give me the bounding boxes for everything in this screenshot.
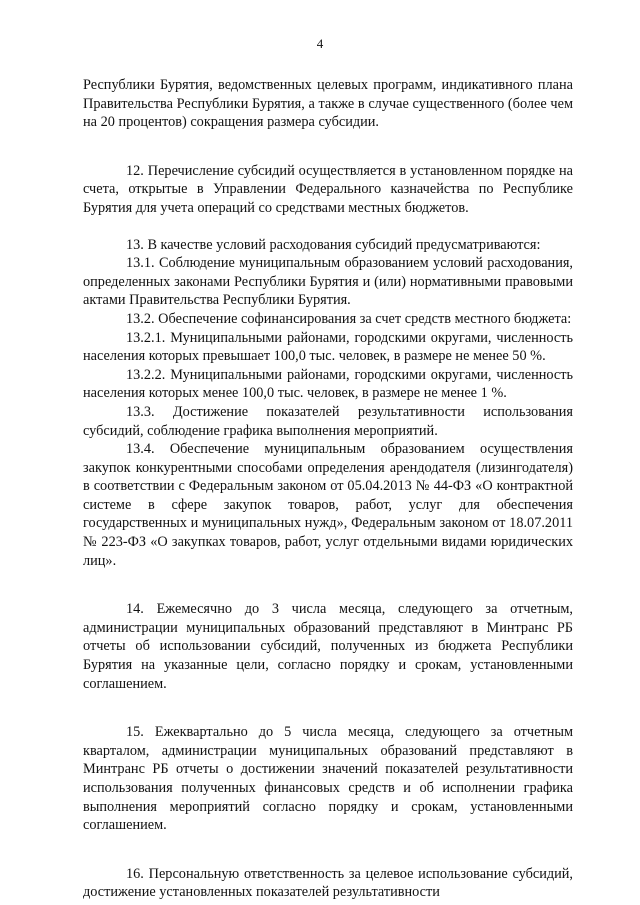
paragraph-15: 15. Ежеквартально до 5 числа месяца, следующего за отчетным кварталом, администрации муниципальных образований представляют в Минтранс РБ отчеты о достижении значений показателей результативности использования полученных финансовых средств и об исполнении графика выполнения мероприятий согласно порядку и срокам, установленными соглашением.: [83, 724, 573, 834]
paragraph-16: 16. Персональную ответственность за целевое использование субсидий, достижение установленных показателей результативности: [83, 865, 573, 901]
paragraph-continuation: Республики Бурятия, ведомственных целевых программ, индикативного плана Правительства Республики Бурятия, а также в случае существенного (более чем на 20 процентов) сокращения размера субсидии.: [83, 77, 573, 131]
paragraph-13: 13. В качестве условий расходования субсидий предусматриваются:: [126, 236, 541, 253]
document-body: [83, 76, 573, 902]
paragraph-14: 14. Ежемесячно до 3 числа месяца, следующего за отчетным, администрации муниципальных образований представляют в Минтранс РБ отчеты об использовании субсидий, полученных из бюджета Республики Бурятия на указанные цели, согласно порядку и срокам, установленными соглашением.: [83, 601, 573, 692]
paragraph-13-2-1: 13.2.1. Муниципальными районами, городскими округами, численность населения которых превышает 100,0 тыс. человек, в размере не менее 50 %.: [83, 329, 573, 365]
paragraph-13-4: 13.4. Обеспечение муниципальным образованием осуществления закупок конкурентными способами определения арендодателя (лизингодателя) в соответствии с Федеральным законом от 05.04.2013 № 44-ФЗ «О контрактной системе в сфере закупок товаров, работ, услуг для обеспечения государственных и муниципальных нужд», Федеральным законом от 18.07.2011 № 223-ФЗ «О закупках товаров, работ, услуг отдельными видами юридических лиц».: [83, 441, 573, 569]
paragraph-13-1: 13.1. Соблюдение муниципальным образованием условий расходования, определенных законами Республики Бурятия и (или) нормативными правовыми актами Правительства Республики Бурятия.: [83, 255, 573, 309]
paragraph-13-2: 13.2. Обеспечение софинансирования за счет средств местного бюджета:: [126, 310, 572, 327]
paragraph-13-3: 13.3. Достижение показателей результативности использования субсидий, соблюдение графика выполнения мероприятий.: [83, 403, 573, 439]
page-number: 4: [316, 36, 324, 51]
paragraph-13-2-2: 13.2.2. Муниципальными районами, городскими округами, численность населения которых менее 100,0 тыс. человек, в размере не менее 1 %.: [83, 366, 573, 402]
paragraph-12: 12. Перечисление субсидий осуществляется в установленном порядке на счета, открытые в Управлении Федерального казначейства по Республике Бурятия для учета операций со средствами местных бюджетов.: [83, 162, 573, 216]
